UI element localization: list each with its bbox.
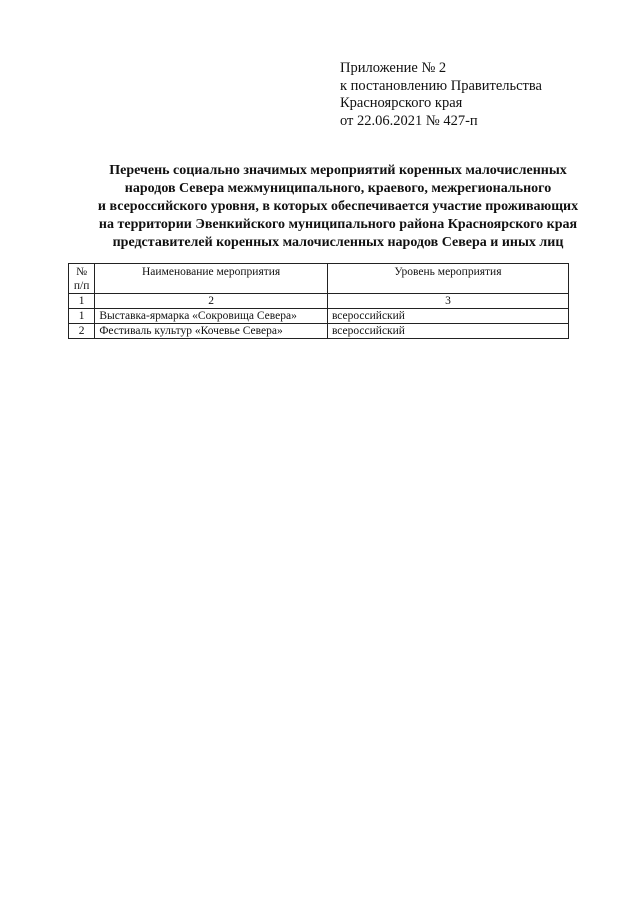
event-name: Фестиваль культур «Кочевье Севера» [95,324,328,339]
header-number-symbol: № [76,266,88,278]
table-row [69,324,569,339]
header-event-name: Наименование мероприятия [95,264,328,294]
header-event-level: Уровень мероприятия [327,264,568,294]
title-line: народов Севера межмуниципального, краевого, межрегионального [124,181,552,196]
column-numbering-row [69,294,569,309]
column-number: 2 [95,294,328,309]
row-number: 1 [69,309,95,324]
row-number: 2 [69,324,95,339]
column-number: 1 [69,294,95,309]
events-table [68,263,569,339]
event-level: всероссийский [327,324,568,339]
appendix-reference [340,60,542,130]
header-number-abbr: п/п [73,280,90,292]
table-header-row [69,264,569,294]
appendix-date-number: от 22.06.2021 № 427-п [340,112,478,129]
title-line: Перечень социально значимых мероприятий коренных малочисленных [109,163,567,178]
title-line: на территории Эвенкийского муниципального района Красноярского края [98,217,578,232]
appendix-issuer: Красноярского края [340,95,463,111]
document-title [40,162,636,252]
table-row [69,309,569,324]
event-name: Выставка-ярмарка «Сокровища Севера» [95,309,328,324]
appendix-decree-type: к постановлению Правительства [340,77,542,94]
event-level: всероссийский [327,309,568,324]
header-number [69,264,95,294]
title-line: представителей коренных малочисленных народов Севера и иных лиц [112,235,564,250]
appendix-number: Приложение № 2 [340,60,447,76]
column-number: 3 [327,294,568,309]
title-line: и всероссийского уровня, в которых обеспечивается участие проживающих [97,199,579,214]
